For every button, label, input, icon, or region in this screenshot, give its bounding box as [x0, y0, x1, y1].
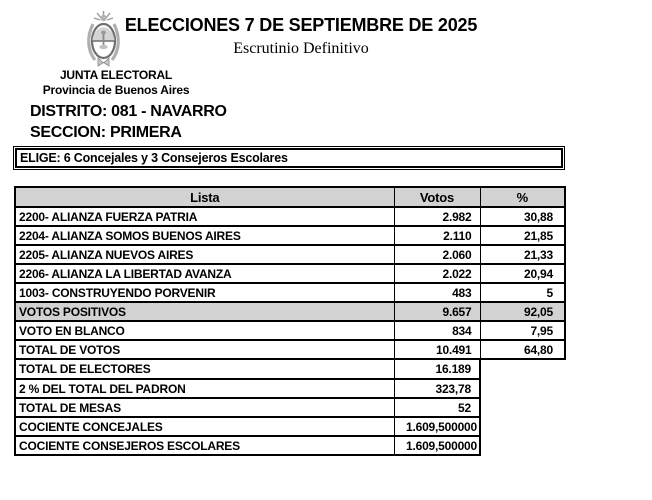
- elige-label: ELIGE: 6 Concejales y 3 Consejeros Escolares: [20, 151, 288, 165]
- summary-row: [15, 398, 480, 417]
- table-row: [15, 283, 565, 302]
- lista-cell: VOTOS POSITIVOS: [15, 302, 394, 321]
- lista-cell: COCIENTE CONSEJEROS ESCOLARES: [15, 436, 394, 455]
- lista-cell: 2204- ALIANZA SOMOS BUENOS AIRES: [15, 226, 394, 245]
- votos-cell: 834: [394, 321, 480, 340]
- votos-cell: 483: [394, 283, 480, 302]
- page-subtitle: Escrutinio Definitivo: [233, 40, 369, 57]
- pct-cell: 21,33: [480, 245, 565, 264]
- page-title: ELECCIONES 7 DE SEPTIEMBRE DE 2025: [124, 15, 478, 35]
- section-label: SECCION: PRIMERA: [30, 124, 182, 141]
- table-row: [15, 245, 565, 264]
- table-row-votos-positivos: [15, 302, 565, 321]
- pct-cell: 92,05: [480, 302, 565, 321]
- votos-cell: 2.110: [394, 226, 480, 245]
- votos-cell: 323,78: [394, 379, 480, 398]
- pct-cell: 30,88: [480, 207, 565, 226]
- results-table: [14, 186, 566, 360]
- pct-cell: 5: [480, 283, 565, 302]
- summary-row: [15, 417, 480, 436]
- table-row: [15, 340, 565, 359]
- table-row: [15, 226, 565, 245]
- summary-table: [14, 360, 481, 456]
- argentina-coat-of-arms-icon: [85, 10, 122, 68]
- pct-cell: 21,85: [480, 226, 565, 245]
- pct-cell: 64,80: [480, 340, 565, 359]
- pct-cell: 20,94: [480, 264, 565, 283]
- lista-cell: TOTAL DE VOTOS: [15, 340, 394, 359]
- col-header-lista: Lista: [15, 187, 394, 207]
- elige-box: [15, 148, 563, 168]
- org-region: Provincia de Buenos Aires: [42, 82, 190, 97]
- lista-cell: 1003- CONSTRUYENDO PORVENIR: [15, 283, 394, 302]
- org-name: JUNTA ELECTORAL: [59, 68, 173, 82]
- pct-cell: 7,95: [480, 321, 565, 340]
- lista-cell: 2206- ALIANZA LA LIBERTAD AVANZA: [15, 264, 394, 283]
- org-block: [2, 68, 230, 97]
- lista-cell: TOTAL DE MESAS: [15, 398, 394, 417]
- table-row: [15, 264, 565, 283]
- results-area: [14, 186, 566, 456]
- lista-cell: 2205- ALIANZA NUEVOS AIRES: [15, 245, 394, 264]
- col-header-votos: Votos: [394, 187, 480, 207]
- lista-cell: COCIENTE CONCEJALES: [15, 417, 394, 436]
- votos-cell: 9.657: [394, 302, 480, 321]
- summary-row: [15, 436, 480, 455]
- summary-row: [15, 379, 480, 398]
- table-row: [15, 207, 565, 226]
- votos-cell: 1.609,500000: [394, 436, 480, 455]
- votos-cell: 52: [394, 398, 480, 417]
- votos-cell: 2.022: [394, 264, 480, 283]
- votos-cell: 1.609,500000: [394, 417, 480, 436]
- report-header: [122, 14, 480, 59]
- votos-cell: 10.491: [394, 340, 480, 359]
- table-header-row: [15, 187, 565, 207]
- lista-cell: TOTAL DE ELECTORES: [15, 360, 394, 379]
- table-row: [15, 321, 565, 340]
- district-label: DISTRITO: 081 - NAVARRO: [30, 103, 227, 120]
- votos-cell: 2.060: [394, 245, 480, 264]
- lista-cell: VOTO EN BLANCO: [15, 321, 394, 340]
- summary-row: [15, 360, 480, 379]
- votos-cell: 16.189: [394, 360, 480, 379]
- votos-cell: 2.982: [394, 207, 480, 226]
- lista-cell: 2200- ALIANZA FUERZA PATRIA: [15, 207, 394, 226]
- lista-cell: 2 % DEL TOTAL DEL PADRON: [15, 379, 394, 398]
- col-header-pct: %: [480, 187, 565, 207]
